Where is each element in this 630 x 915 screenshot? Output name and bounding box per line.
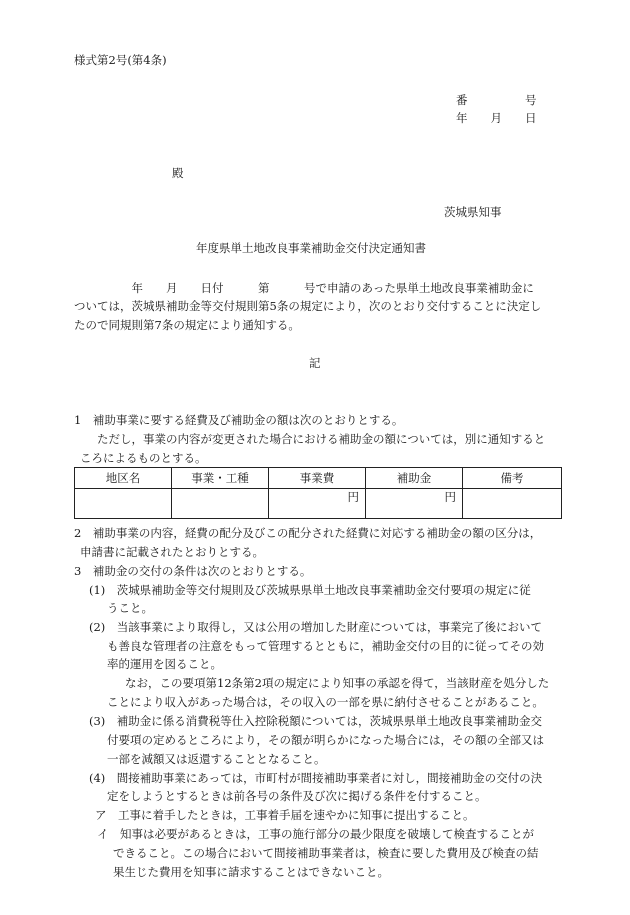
cond2-line2: も善良な管理者の注意をもって管理するとともに，補助金交付の目的に従ってその効 [107, 639, 544, 653]
form-label: 様式第2号(第4条) [74, 53, 167, 67]
table-header-cell: 備考 [463, 468, 562, 489]
cond3-line1: (3) 補助金に係る消費税等仕入控除税額については，茨城県県単土地改良事業補助金交 [89, 714, 543, 728]
intro-line-2: ついては，茨城県補助金等交付規則第5条の規定により，次のとおり交付することに決定し [74, 299, 542, 313]
item1-line2: ただし，事業の内容が変更された場合における補助金の額については，別に通知すると [97, 432, 546, 446]
table-cell: 円 [269, 489, 366, 519]
ki-heading: 記 [309, 356, 321, 370]
table-header-row [75, 468, 562, 489]
cond4-line2: 定をしようとするときは前各号の条件及び次に掲げる条件を付すること。 [107, 789, 487, 803]
intro-line-1: 年 月 日付 第 号で申請のあった県単土地改良事業補助金に [74, 281, 534, 295]
intro-line-3: たので同規則第7条の規定により通知する。 [74, 318, 300, 332]
table-header-cell: 事業費 [269, 468, 366, 489]
table-cell [75, 489, 172, 519]
item1-line3: ころによるものとする。 [80, 451, 207, 465]
cond2b-line1: なお，この要項第12条第2項の規定により知事の承認を得て，当該財産を処分した [125, 676, 550, 690]
cond4-line1: (4) 間接補助事業にあっては，市町村が間接補助事業者に対し，間接補助金の交付の決 [89, 771, 543, 785]
item3-line1: 3 補助金の交付の条件は次のとおりとする。 [74, 564, 312, 578]
item2-line2: 申請書に記載されたとおりとする。 [80, 545, 264, 559]
number-label: 番 号 [456, 93, 537, 107]
subcond-i-line1: イ 知事は必要があるときは，工事の施行部分の最少限度を破壊して検査することが [97, 827, 534, 841]
date-label: 年 月 日 [456, 111, 537, 125]
cond2-line3: 率的運用を図ること。 [107, 657, 222, 671]
table-cell [172, 489, 269, 519]
cond2b-line2: ことにより収入があった場合は，その収入の一部を県に納付させることがあること。 [107, 695, 544, 709]
cond1-line2: うこと。 [107, 601, 153, 615]
document-title: 年度県単土地改良事業補助金交付決定通知書 [196, 241, 426, 255]
cond3-line3: 一部を減額又は返還することとなること。 [107, 752, 326, 766]
addressee: 殿 [172, 166, 184, 180]
table-cell [463, 489, 562, 519]
subsidy-table [74, 467, 562, 519]
issuer: 茨城県知事 [444, 205, 502, 219]
subcond-a: ア 工事に着手したときは，工事着手届を速やかに知事に提出すること。 [95, 808, 475, 822]
table-header-cell: 補助金 [366, 468, 463, 489]
cond1-line1: (1) 茨城県補助金等交付規則及び茨城県県単土地改良事業補助金交付要項の規定に従 [89, 583, 531, 597]
table-header-cell: 地区名 [75, 468, 172, 489]
subcond-i-line2: できること。この場合において間接補助事業者は，検査に要した費用及び検査の結 [113, 846, 539, 860]
cond3-line2: 付要項の定めるところにより，その額が明らかになった場合には，その額の全部又は [107, 733, 544, 747]
table-header-cell: 事業・工種 [172, 468, 269, 489]
item2-line1: 2 補助事業の内容，経費の配分及びこの配分された経費に対応する補助金の額の区分は， [74, 526, 542, 540]
subcond-i-line3: 果生じた費用を知事に請求することはできないこと。 [113, 865, 389, 879]
cond2-line1: (2) 当該事業により取得し，又は公用の増加した財産については，事業完了後において [89, 620, 543, 634]
table-row [75, 489, 562, 519]
item1-line1: 1 補助事業に要する経費及び補助金の額は次のとおりとする。 [74, 413, 404, 427]
table-cell: 円 [366, 489, 463, 519]
